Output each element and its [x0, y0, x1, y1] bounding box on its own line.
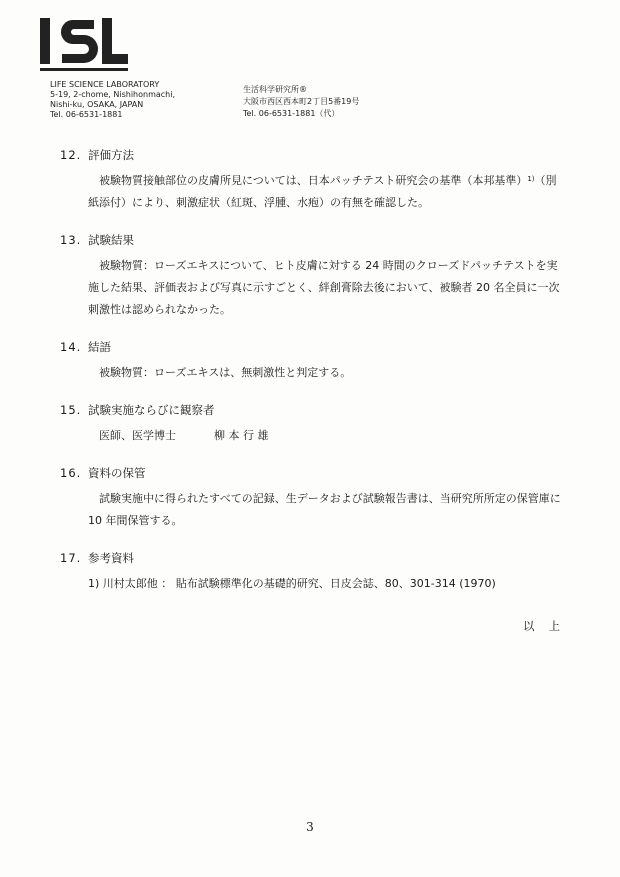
lab-name-jp: 生活科学研究所® [243, 85, 307, 94]
section-evaluation-method [60, 148, 565, 214]
section-title: 参考資料 [88, 551, 134, 565]
lsl-logo [40, 18, 128, 74]
section-heading [60, 466, 565, 480]
section-heading [60, 551, 565, 565]
lab-address-jp [243, 84, 359, 120]
section-text-cont: （別紙添付）により、刺激症状（紅斑、浮腫、水疱）の有無を確認した。 [88, 174, 557, 209]
lab-name-en: LIFE SCIENCE LABORATORY [50, 80, 160, 89]
section-title: 結語 [88, 340, 111, 354]
section-heading [60, 403, 565, 417]
section-title: 試験結果 [88, 233, 134, 247]
section-conclusion [60, 340, 565, 384]
footnote-ref: 1) [527, 175, 535, 183]
section-body [88, 573, 565, 595]
lab-address-line2: Nishi-ku, OSAKA, JAPAN [50, 100, 144, 109]
lab-address-line1: 5-19, 2-chome, Nishihonmachi, [50, 90, 176, 99]
section-title: 評価方法 [88, 148, 134, 162]
section-heading [60, 340, 565, 354]
lab-address-en [50, 80, 175, 120]
section-text: 被験物質：ローズエキスは、無刺激性と判定する。 [99, 366, 352, 379]
reference-item: 1) 川村太郎他 ： 貼布試験標準化の基礎的研究、日皮会誌、80、301-314 (1970) [88, 577, 496, 590]
section-references [60, 551, 565, 595]
lab-phone-en: Tel. 06-6531-1881 [50, 110, 123, 119]
section-title: 資料の保管 [88, 466, 146, 480]
section-test-results [60, 233, 565, 321]
lab-phone-jp: Tel. 06-6531-1881（代） [243, 109, 340, 118]
section-body [88, 362, 565, 384]
section-heading [60, 233, 565, 247]
section-title: 試験実施ならびに観察者 [88, 403, 215, 417]
lab-address-jp-line: 大阪市西区西本町2丁目5番19号 [243, 97, 360, 106]
section-body [88, 255, 565, 321]
section-number: 14. [60, 340, 82, 354]
section-text: 被験物質接触部位の皮膚所見については、日本パッチテスト研究会の基準（本邦基準） [99, 174, 528, 187]
section-number: 12. [60, 148, 82, 162]
section-number: 16. [60, 466, 82, 480]
section-body [88, 425, 565, 447]
section-text: 試験実施中に得られたすべての記録、生データおよび試験報告書は、当研究所所定の保管庫に 10 年間保管する。 [88, 492, 561, 527]
investigator-role: 医師、医学博士 [99, 429, 176, 442]
section-data-retention [60, 466, 565, 532]
section-text: 被験物質：ローズエキスについて、ヒト皮膚に対する 24 時間のクローズドパッチテストを実施した結果、評価表および写真に示すごとく、絆創膏除去後において、被験者 20 名全員に一次刺激性は認められなかった。 [88, 259, 560, 316]
closing-mark: 以上 [523, 619, 574, 633]
section-number: 17. [60, 551, 82, 565]
investigator-name: 柳 本 行 雄 [214, 429, 269, 442]
section-body [88, 170, 565, 214]
section-body [88, 488, 565, 532]
page-number: 3 [306, 820, 314, 834]
section-number: 15. [60, 403, 82, 417]
section-investigator [60, 403, 565, 447]
section-number: 13. [60, 233, 82, 247]
section-heading [60, 148, 565, 162]
